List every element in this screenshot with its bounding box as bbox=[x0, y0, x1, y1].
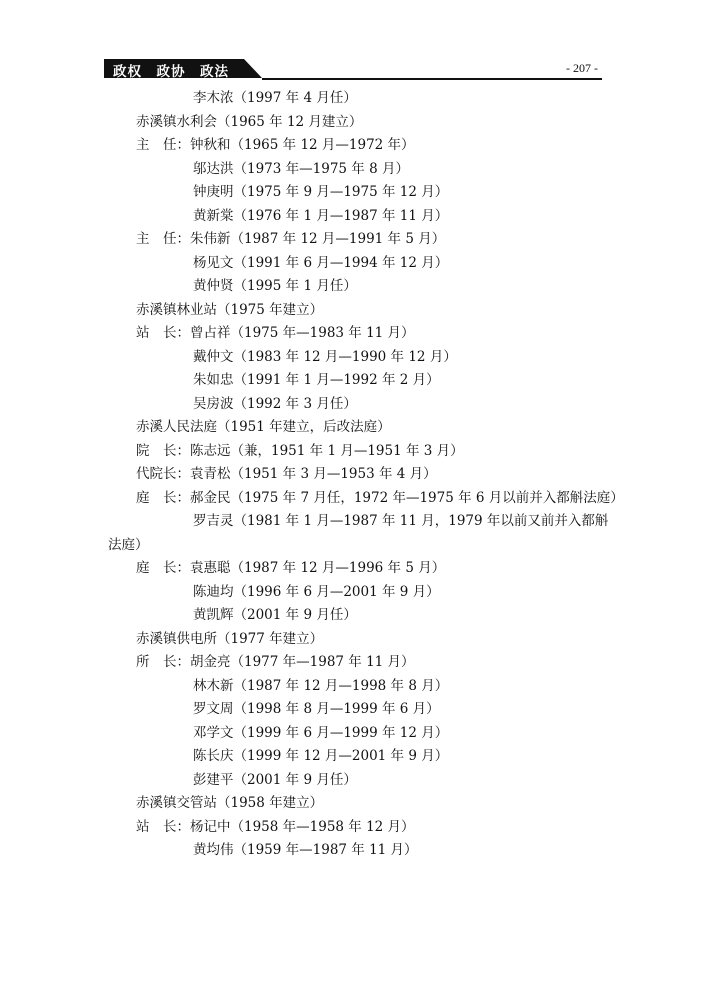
person-entry: 陈长庆（1999 年 12 月—2001 年 9 月） bbox=[193, 748, 449, 764]
person-entry: 黄仲贤（1995 年 1 月任） bbox=[193, 278, 357, 294]
person-entry: 陈迪均（1996 年 6 月—2001 年 9 月） bbox=[193, 583, 440, 600]
continuation-line: 法庭） bbox=[108, 536, 149, 553]
unit-heading: 赤溪镇林业站（1975 年建立） bbox=[136, 301, 324, 318]
person-entry: 黄新棠（1976 年 1 月—1987 年 11 月） bbox=[193, 207, 449, 224]
unit-heading: 赤溪人民法庭（1951 年建立，后改法庭） bbox=[136, 419, 391, 435]
post-entry: 站 长：曾占祥（1975 年—1983 年 11 月） bbox=[136, 325, 415, 341]
person-entry: 钟庚明（1975 年 9 月—1975 年 12 月） bbox=[193, 184, 449, 200]
post-entry: 主 任：朱伟新（1987 年 12 月—1991 年 5 月） bbox=[136, 231, 446, 247]
person-entry: 黄均伟（1959 年—1987 年 11 月） bbox=[193, 842, 418, 858]
person-entry: 戴仲文（1983 年 12 月—1990 年 12 月） bbox=[193, 348, 457, 365]
section-title: 政权 政协 政法 bbox=[113, 64, 229, 80]
person-entry: 黄凯辉（2001 年 9 月任） bbox=[193, 607, 357, 623]
person-entry: 罗吉灵（1981 年 1 月—1987 年 11 月，1979 年以前又前并入都斛 bbox=[193, 513, 609, 529]
person-entry: 李木浓（1997 年 4 月任） bbox=[193, 90, 357, 106]
unit-heading: 赤溪镇水利会（1965 年 12 月建立） bbox=[136, 113, 363, 130]
person-entry: 林木新（1987 年 12 月—1998 年 8 月） bbox=[193, 677, 449, 694]
post-entry: 所 长：胡金亮（1977 年—1987 年 11 月） bbox=[136, 654, 415, 670]
post-entry: 代院长：袁青松（1951 年 3 月—1953 年 4 月） bbox=[136, 466, 437, 482]
person-entry: 邬达洪（1973 年—1975 年 8 月） bbox=[193, 160, 409, 177]
section-header-tab bbox=[104, 59, 262, 79]
post-entry: 主 任：钟秋和（1965 年 12 月—1972 年） bbox=[136, 137, 415, 153]
post-entry: 庭 长：袁惠聪（1987 年 12 月—1996 年 5 月） bbox=[136, 560, 446, 576]
person-entry: 彭建平（2001 年 9 月任） bbox=[193, 771, 357, 788]
person-entry: 罗文周（1998 年 8 月—1999 年 6 月） bbox=[193, 701, 440, 717]
post-entry: 院 长：陈志远（兼，1951 年 1 月—1951 年 3 月） bbox=[136, 442, 464, 459]
header-rule bbox=[262, 78, 602, 80]
person-entry: 朱如忠（1991 年 1 月—1992 年 2 月） bbox=[193, 372, 440, 388]
person-entry: 邓学文（1999 年 6 月—1999 年 12 月） bbox=[193, 724, 449, 741]
unit-heading: 赤溪镇交管站（1958 年建立） bbox=[136, 795, 324, 811]
unit-heading: 赤溪镇供电所（1977 年建立） bbox=[136, 630, 324, 647]
page-number: - 207 - bbox=[566, 61, 598, 75]
post-entry: 站 长：杨记中（1958 年—1958 年 12 月） bbox=[136, 818, 415, 835]
person-entry: 杨见文（1991 年 6 月—1994 年 12 月） bbox=[193, 254, 449, 271]
person-entry: 吴房波（1992 年 3 月任） bbox=[193, 395, 357, 412]
post-entry: 庭 长：郝金民（1975 年 7 月任，1972 年—1975 年 6 月以前并入都斛法庭） bbox=[136, 489, 624, 506]
